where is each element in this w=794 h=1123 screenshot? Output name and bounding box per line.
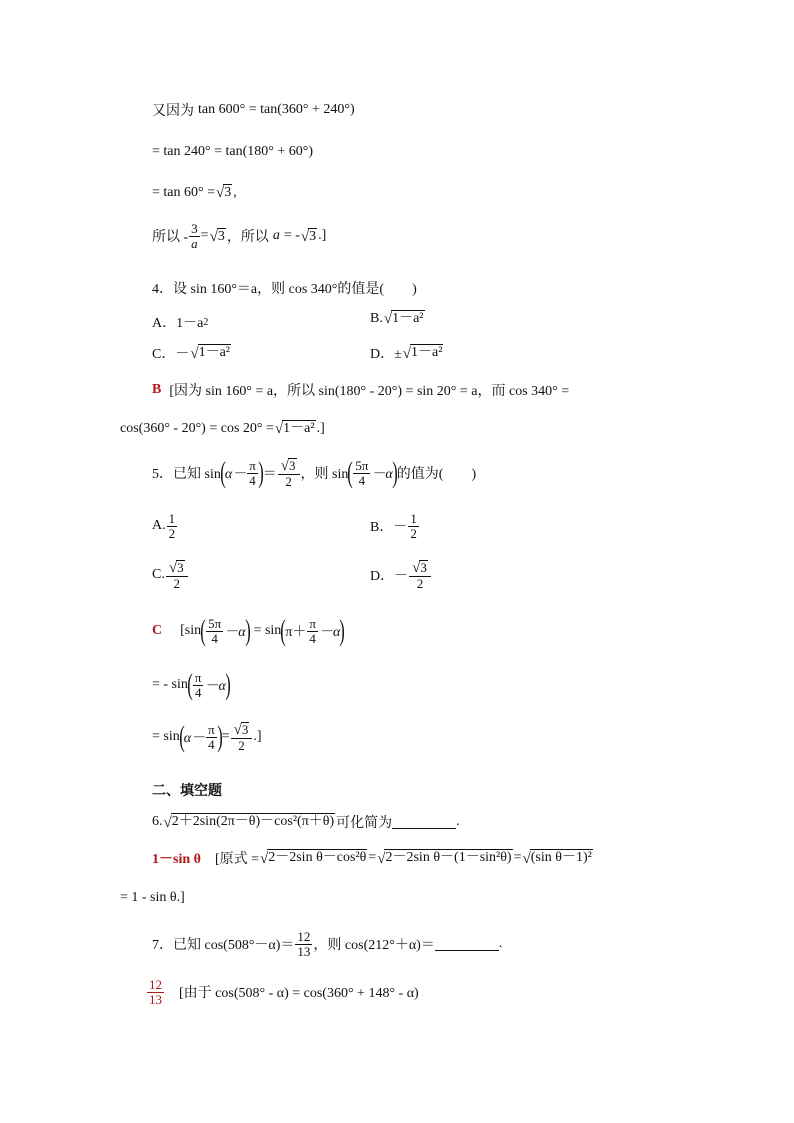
- text: －α: [224, 625, 246, 640]
- text: [原式 =: [214, 852, 259, 867]
- paren-close: ): [225, 668, 231, 701]
- q5-option-b: [370, 512, 420, 540]
- sqrt: √ (sin θ－1)²: [522, 850, 592, 867]
- fraction: $\frac{\pi}{4}$: [309, 615, 316, 646]
- sqrt: √ 1－a²: [383, 311, 424, 328]
- q5-solution-1: [152, 616, 344, 646]
- fraction: $\frac{3}{a}$: [191, 221, 198, 251]
- text: 7．已知 cos(508°－α)＝: [152, 938, 295, 954]
- paren-open: (: [178, 720, 185, 754]
- paren-open: (: [200, 614, 206, 647]
- answer-blank: [392, 816, 456, 829]
- text: cos(360° - 20°) = cos 20° =: [120, 420, 274, 436]
- question-7-stem: [152, 930, 502, 958]
- q6-solution-2: [120, 890, 185, 906]
- text: 可化简为: [336, 816, 393, 831]
- text: [由于 cos(508° - α) = cos(360° + 148° - α): [179, 986, 419, 1002]
- derivation-line-4: [152, 222, 326, 250]
- question-6-stem: [152, 812, 460, 832]
- fraction: √ 3 2: [278, 458, 300, 489]
- fraction: $\frac{1}{2}$: [168, 511, 176, 541]
- fraction: $\frac{\pi}{4}$: [208, 722, 215, 752]
- q6-solution-1: [152, 848, 594, 868]
- question-5-stem: [152, 458, 476, 489]
- sqrt: √ 3: [216, 185, 232, 202]
- q5-option-c: [152, 560, 189, 591]
- paren-close: ): [258, 456, 264, 490]
- fraction: $\frac{1}{2}$: [410, 511, 417, 541]
- fraction: √ 3 2: [166, 560, 188, 591]
- equals: =: [200, 228, 209, 244]
- derivation-line-2: [152, 144, 313, 160]
- q7-solution-1: [146, 978, 419, 1006]
- answer-fraction: $\frac{12}{13}$: [149, 977, 162, 1007]
- label: D．±: [370, 347, 402, 362]
- sup: 2: [203, 316, 209, 328]
- answer-letter: C: [152, 623, 163, 638]
- paren-open: (: [187, 668, 193, 701]
- question-4-stem: [152, 278, 417, 298]
- text: 又因为: [152, 104, 194, 119]
- formula: tan 600° = tan(360° + 240°): [198, 102, 355, 117]
- derivation-line-3: [152, 184, 237, 201]
- fraction: $\frac{12}{13}$: [297, 929, 311, 959]
- text: .: [498, 936, 503, 952]
- formula: = tan 240° = tan(180° + 60°): [152, 144, 314, 159]
- label: C.: [152, 567, 165, 583]
- derivation-line-1: [152, 100, 355, 120]
- comma: ,: [233, 184, 237, 200]
- text: －α: [204, 679, 226, 694]
- label: C．－: [152, 347, 190, 362]
- text: 6.: [152, 814, 163, 829]
- q4-option-b: [370, 310, 426, 327]
- q4-option-d: [370, 343, 444, 363]
- fraction: $\frac{5\pi}{4}$: [208, 615, 222, 646]
- text: －α: [318, 625, 341, 640]
- label: A.: [152, 518, 166, 534]
- q4-solution-1: [152, 380, 569, 400]
- text: ，则 cos(212°＋α)＝: [313, 938, 435, 954]
- label: B．－: [370, 520, 408, 536]
- paren-open: (: [280, 614, 287, 647]
- text: 二、填空题: [152, 784, 222, 799]
- q4-option-c: [152, 343, 232, 363]
- text: .: [456, 814, 460, 829]
- text: 所以 -: [152, 230, 189, 246]
- fraction: √ 3 2: [231, 722, 253, 753]
- equals: =: [221, 729, 230, 745]
- q5-solution-3: [152, 722, 261, 753]
- text: π＋: [285, 625, 307, 640]
- fraction: $\frac{\pi}{4}$: [249, 458, 256, 488]
- text: ，所以: [226, 230, 269, 246]
- sqrt: √ 1－a²: [190, 345, 230, 362]
- sqrt: √ 2－2sin θ－(1－sin²θ): [377, 850, 512, 867]
- text: [sin: [180, 623, 202, 638]
- section-title: [152, 780, 222, 800]
- label: B.: [370, 310, 383, 326]
- equals: ＝: [262, 467, 277, 483]
- var: a: [272, 228, 280, 244]
- paren-open: (: [347, 456, 354, 490]
- text: α－: [183, 731, 206, 747]
- formula: = tan 60° =: [152, 184, 215, 200]
- sqrt: √ 2－2sin θ－cos²θ: [260, 850, 367, 867]
- text: 4．设 sin 160°＝a，则 cos 340°的值是( ): [152, 282, 417, 297]
- q4-solution-2: [120, 420, 325, 437]
- equals: =: [513, 850, 522, 865]
- text: －α: [371, 467, 393, 483]
- text: .]: [316, 420, 325, 436]
- q5-solution-2: [152, 670, 230, 700]
- fraction: $\frac{\pi}{4}$: [194, 669, 202, 700]
- text: = -: [283, 228, 300, 244]
- fraction: $\frac{5\pi}{4}$: [355, 458, 369, 488]
- text: = sin: [253, 623, 282, 638]
- text: 的值为( ): [396, 467, 477, 483]
- sqrt: √ 3: [300, 228, 317, 245]
- paren-close: ): [244, 614, 251, 647]
- sqrt: √ 1－a²: [274, 421, 315, 438]
- equals: =: [368, 850, 377, 865]
- paren-close: ): [392, 456, 398, 490]
- text: [因为 sin 160° = a，所以 sin(180° - 20°) = sin 20° = a，而 cos 340° =: [169, 384, 570, 399]
- paren-open: (: [220, 456, 226, 490]
- sqrt: √ 2＋2sin(2π－θ)－cos²(π＋θ): [163, 814, 335, 831]
- sqrt: √ 1－a²: [402, 345, 443, 362]
- answer-letter: B: [152, 382, 162, 397]
- text: 5．已知 sin: [152, 467, 221, 483]
- answer: 1－sin θ: [152, 852, 201, 867]
- label: D．－: [370, 569, 409, 585]
- q5-option-d: [370, 560, 432, 591]
- paren-close: ): [216, 720, 223, 754]
- q5-option-a: [152, 512, 178, 540]
- text: = 1 - sin θ.]: [120, 890, 185, 905]
- text: .]: [253, 729, 262, 745]
- answer-blank: [435, 938, 499, 951]
- sqrt: √ 3: [209, 228, 225, 245]
- text: α－: [224, 467, 247, 483]
- text: ，则 sin: [300, 467, 349, 483]
- fraction: √ 3 2: [409, 560, 431, 591]
- q4-option-a: [152, 312, 208, 332]
- text: = sin: [152, 729, 180, 745]
- text: = - sin: [152, 677, 188, 692]
- text: .]: [318, 228, 327, 244]
- paren-close: ): [339, 614, 346, 647]
- label: A．1－a: [152, 316, 204, 331]
